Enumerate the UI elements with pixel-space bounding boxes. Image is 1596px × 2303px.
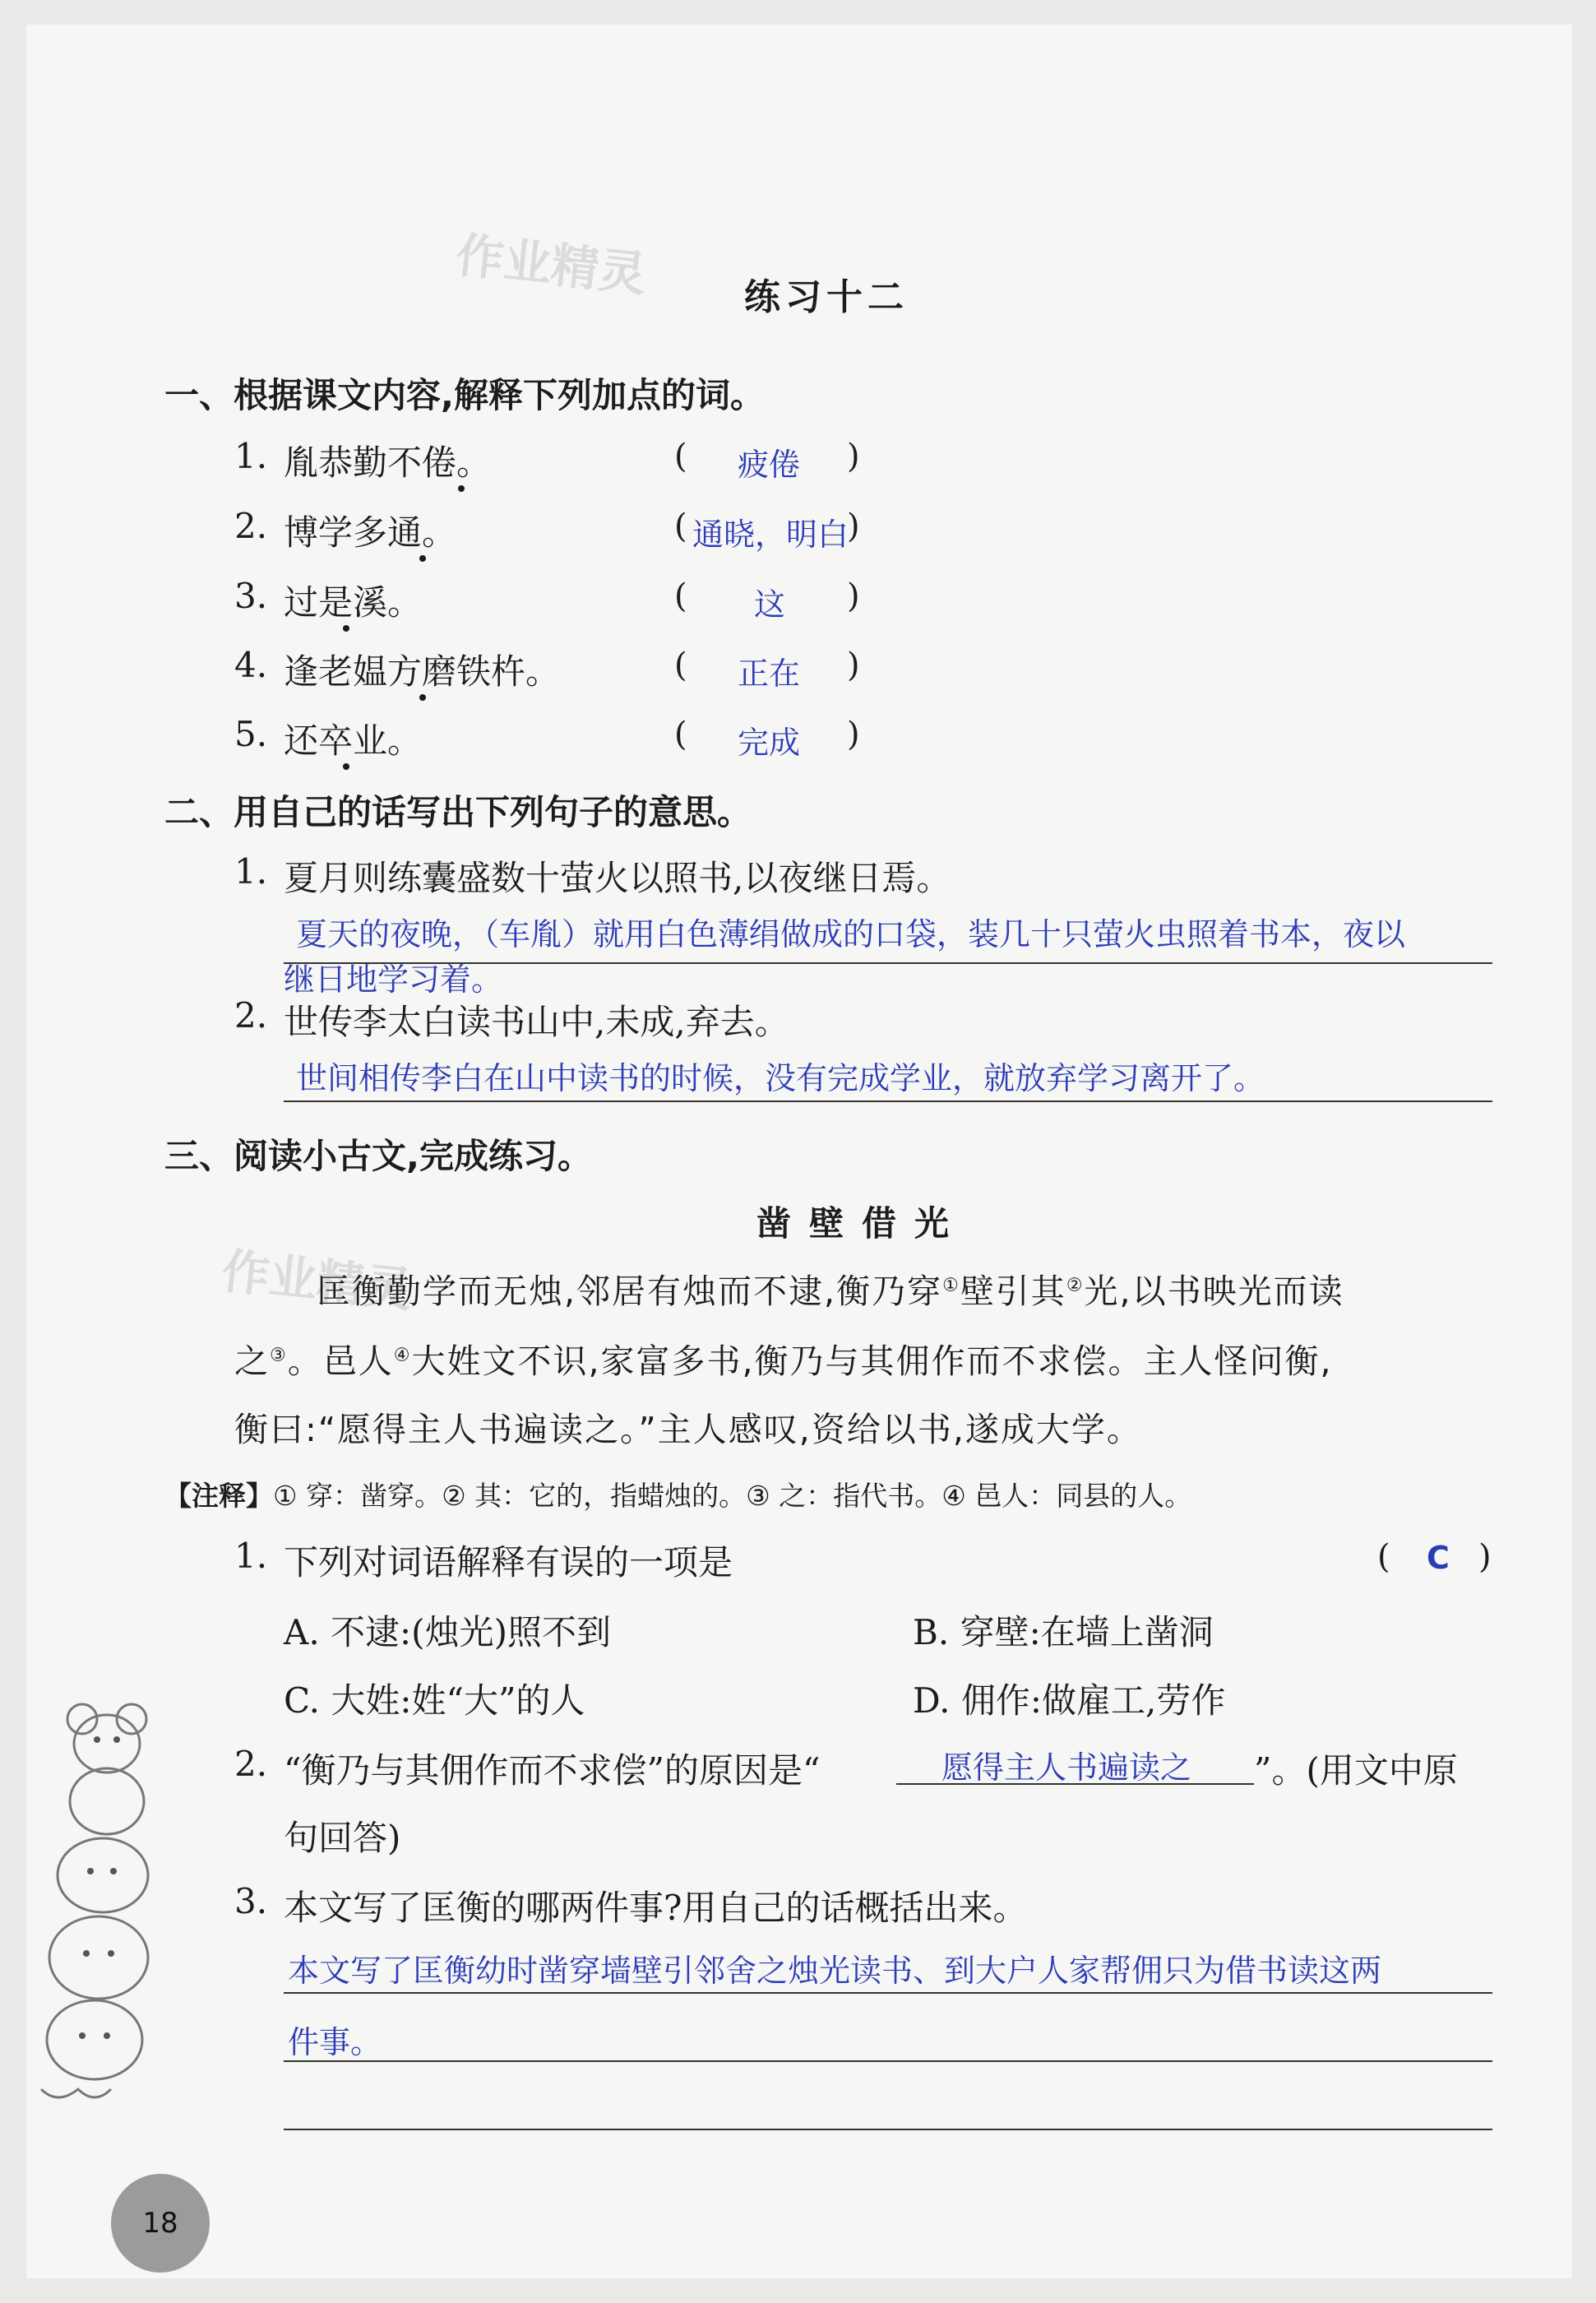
notes: 【注释】① 穿：凿穿。② 其：它的，指蜡烛的。③ 之：指代书。④ 邑人：同县的人。 [164,1480,1192,1512]
answer-text: 愿得主人书遍读之 [941,1749,1192,1786]
option-c: C. 大姓:姓“大”的人 [284,1680,585,1721]
option-d: D. 佣作:做雇工,劳作 [913,1680,1226,1721]
answer-text: 夏天的夜晚，（车胤）就用白色薄绢做成的口袋，装几十只萤火虫照着书本，夜以 [296,916,1406,952]
answer-text: 本文写了匡衡幼时凿穿墙壁引邻舍之烛光读书、到大户人家帮佣只为借书读这两 [288,1953,1382,1989]
answer-line [284,962,1492,964]
answer-line [284,1992,1492,1994]
watermark: 作业精灵 [219,1243,415,1318]
option-b: B. 穿壁:在墙上凿洞 [913,1612,1214,1652]
answer-line [284,2129,1492,2130]
answer-text: C [1427,1540,1450,1576]
passage-line: 之③。邑人④大姓文不识,家富多书,衡乃与其佣作而不求偿。主人怪问衡, [234,1341,1333,1381]
watermark: 作业精灵 [453,227,650,303]
section2-heading: 二、用自己的话写出下列句子的意思。 [164,792,752,832]
answer-text: 疲倦 [738,447,801,483]
passage-line: 匡衡勤学而无烛,邻居有烛而不逮,衡乃穿①壁引其②光,以书映光而读 [317,1272,1344,1311]
answer-text: 通晓，明白 [692,517,849,553]
page-number: 18 [111,2174,210,2273]
answer-text: 完成 [738,725,801,761]
passage-line: 衡曰:“愿得主人书遍读之。”主人感叹,资给以书,遂成大学。 [234,1410,1142,1449]
cartoon-animals-illustration [25,1694,173,2122]
page-title: 练习十二 [744,276,909,318]
answer-text: 世间相传李白在山中读书的时候，没有完成学业，就放弃学习离开了。 [296,1060,1265,1096]
answer-line [284,2060,1492,2062]
section1-heading: 一、根据课文内容,解释下列加点的词。 [164,375,765,415]
answer-line [896,1783,1254,1785]
passage-title: 凿壁借光 [756,1203,968,1244]
answer-line [284,1101,1492,1102]
answer-text: 这 [754,586,786,623]
answer-text: 件事。 [288,2024,382,2060]
answer-text: 正在 [738,656,801,692]
section3-heading: 三、阅读小古文,完成练习。 [164,1136,592,1176]
answer-text: 继日地学习着。 [284,962,503,998]
option-a: A. 不逮:(烛光)照不到 [284,1612,611,1652]
